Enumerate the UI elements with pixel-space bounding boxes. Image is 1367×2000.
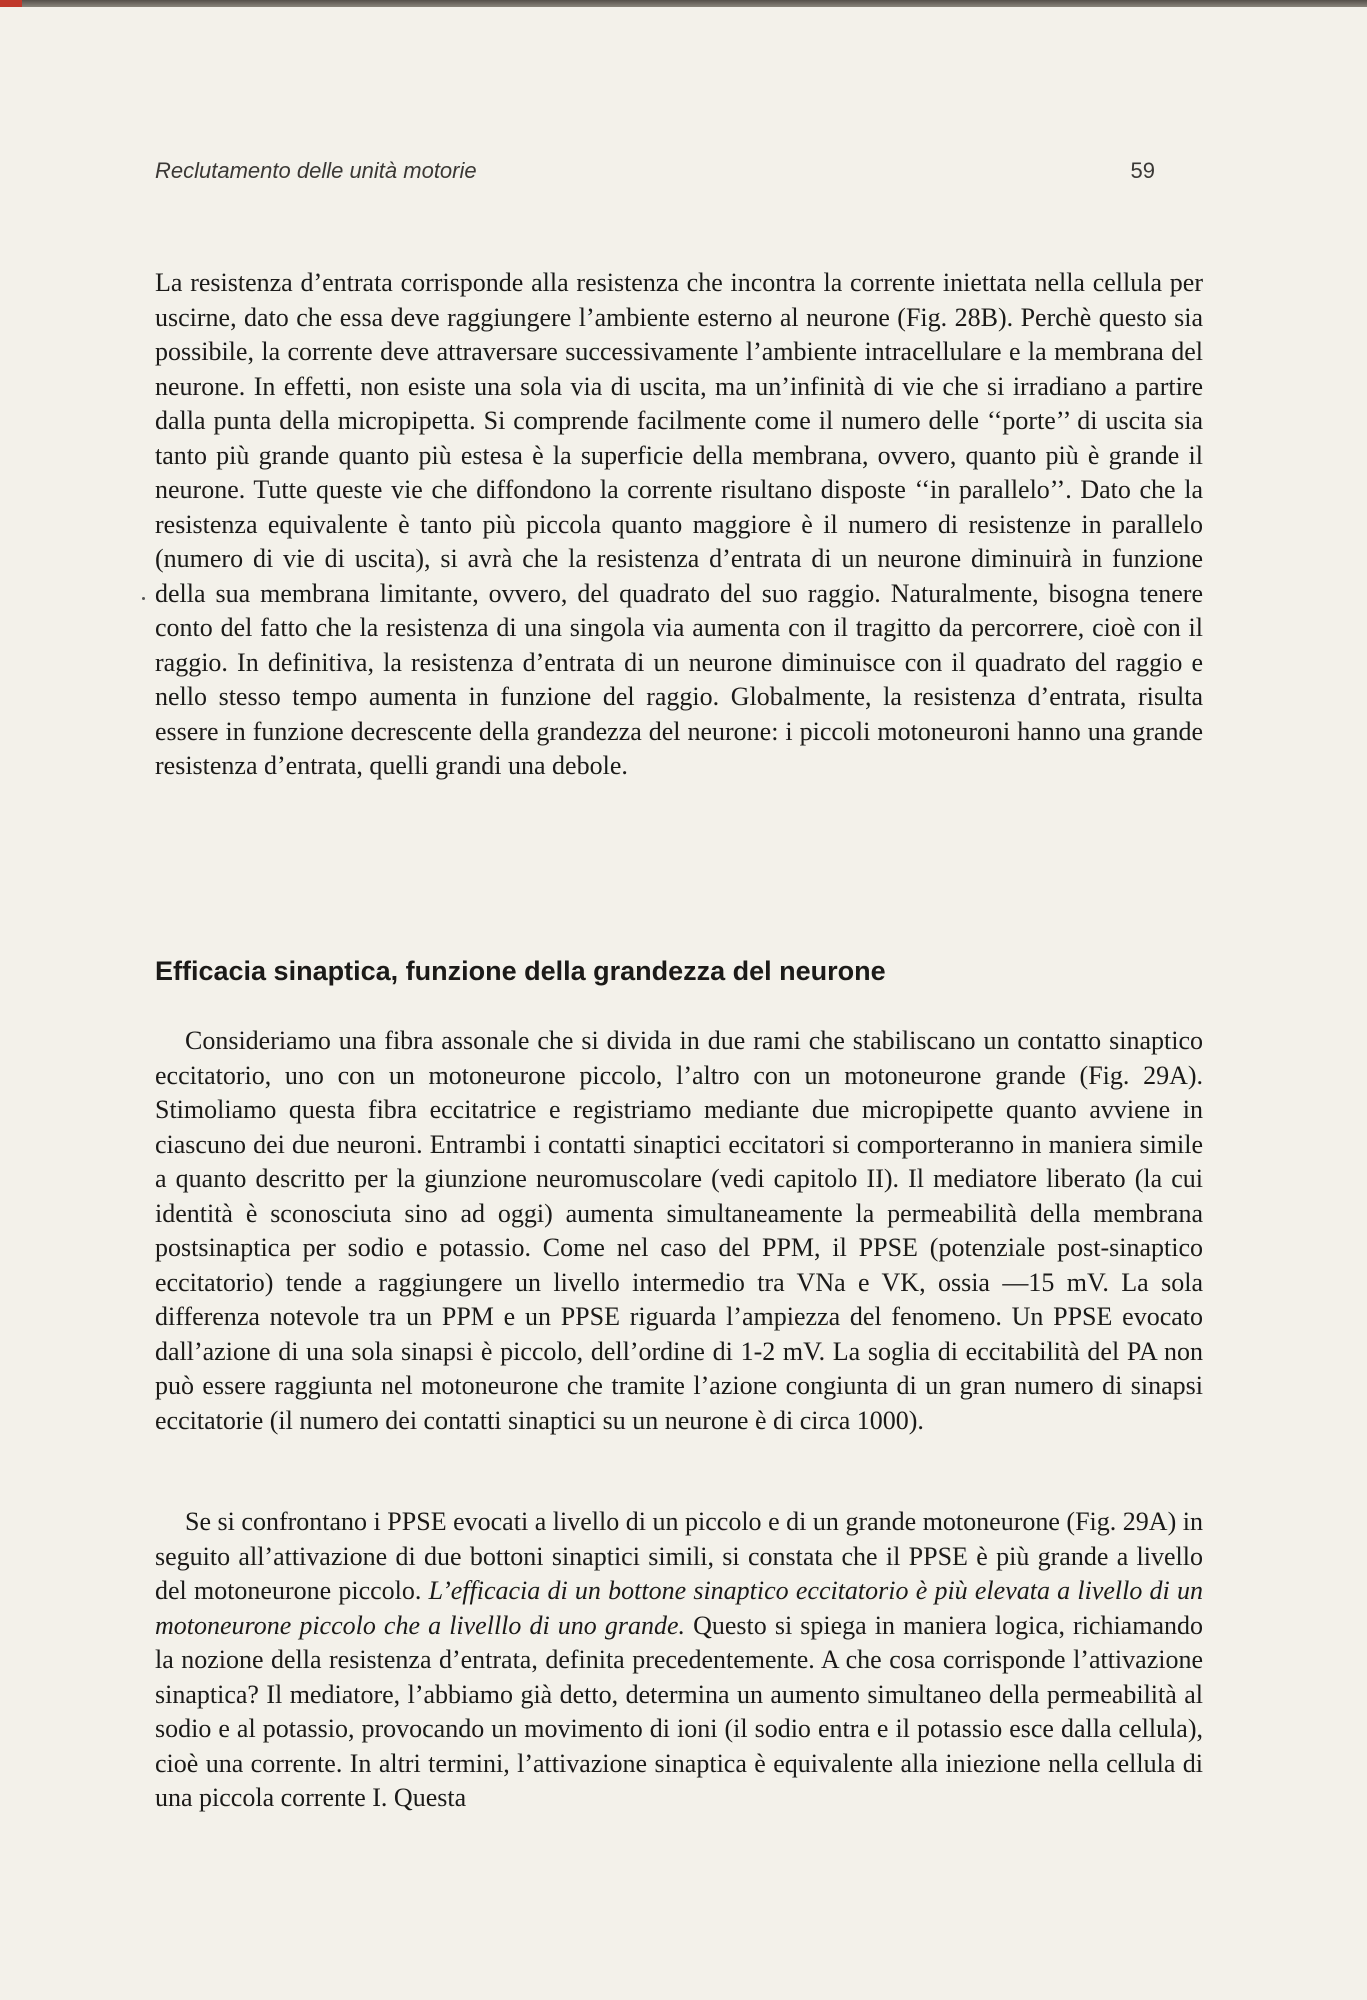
- paragraph-ppse-comparison: [155, 1505, 1203, 1816]
- emphasized-statement: L’efficacia di un bottone sinaptico eccitatorio è più elevata a livello di un motoneurone piccolo che a livelllo di uno grande.: [155, 1576, 1203, 1640]
- paragraph-text: [155, 1505, 1203, 1816]
- running-title: Reclutamento delle unità motorie: [155, 158, 477, 183]
- paragraph-input-resistance: [155, 266, 1203, 784]
- paragraph-synaptic-contact: [155, 1024, 1203, 1438]
- margin-mark: [142, 597, 145, 600]
- running-header: [155, 158, 1205, 188]
- paragraph-text: La resistenza d’entrata corrisponde alla resistenza che incontra la corrente iniettata nella cellula per uscirne, dato che essa deve raggiungere l’ambiente esterno al neurone (Fig. 28B). Perchè questo sia possibile, la corrente deve attraversare successivamente l’ambiente intracellulare e la membrana del neurone. In effetti, non esiste una sola via di uscita, ma un’infinità di vie che si irradiano a partire dalla punta della micropipetta. Si comprende facilmente come il numero delle ‘‘porte’’ di uscita sia tanto più grande quanto più estesa è la superficie della membrana, ovvero, quanto più è grande il neurone. Tutte queste vie che diffondono la corrente risultano disposte ‘‘in parallelo’’. Dato che la resistenza equivalente è tanto più piccola quanto maggiore è il numero di resistenze in parallelo (numero di vie di uscita), si avrà che la resistenza d’entrata di un neurone diminuirà in funzione della sua membrana limitante, ovvero, del quadrato del suo raggio. Naturalmente, bisogna tenere conto del fatto che la resistenza di una singola via aumenta con il tragitto da percorrere, cioè con il raggio. In definitiva, la resistenza d’entrata di un neurone diminuisce con il quadrato del raggio e nello stesso tempo aumenta in funzione del raggio. Globalmente, la resistenza d’entrata, risulta essere in funzione decrescente della grandezza del neurone: i piccoli motoneuroni hanno una grande resistenza d’entrata, quelli grandi una debole.: [155, 268, 1203, 780]
- page-number: 59: [1130, 158, 1155, 183]
- paragraph-text-end: Questo si spiega in maniera logica, richiamando la nozione della resistenza d’entrata, definita precedentemente. A che cosa corrisponde l’attivazione sinaptica? Il mediatore, l’abbiamo già detto, determina un aumento simultaneo della permeabilità al sodio e al potassio, provocando un movimento di ioni (il sodio entra e il potassio esce dalla cellula), cioè una corrente. In altri termini, l’attivazione sinaptica è equivalente alla iniezione nella cellula di una piccola corrente I. Questa: [155, 1610, 1203, 1812]
- paragraph-text-start: Se si confrontano i PPSE evocati a livello di un piccolo e di un grande motoneurone (Fig. 29A) in seguito all’attivazione di due bottoni sinaptici simili, si constata che il PPSE è più grande a livello del motoneurone piccolo.: [155, 1507, 1203, 1605]
- paragraph-text: Consideriamo una fibra assonale che si divida in due rami che stabiliscano un contatto sinaptico eccitatorio, uno con un motoneurone piccolo, l’altro con un motoneurone grande (Fig. 29A). Stimoliamo questa fibra eccitatrice e registriamo mediante due micropipette quanto avviene in ciascuno dei due neuroni. Entrambi i contatti sinaptici eccitatori si comporteranno in maniera simile a quanto descritto per la giunzione neuromuscolare (vedi capitolo II). Il mediatore liberato (la cui identità è sconosciuta sino ad oggi) aumenta simultaneamente la permeabilità della membrana postsinaptica per sodio e potassio. Come nel caso del PPM, il PPSE (potenziale post-sinaptico eccitatorio) tende a raggiungere un livello intermedio tra VNa e VK, ossia —15 mV. La sola differenza notevole tra un PPM e un PPSE riguarda l’ampiezza del fenomeno. Un PPSE evocato dall’azione di una sola sinapsi è piccolo, dell’ordine di 1-2 mV. La soglia di eccitabilità del PA non può essere raggiunta nel motoneurone che tramite l’azione congiunta di un gran numero di sinapsi eccitatorie (il numero dei contatti sinaptici su un neurone è di circa 1000).: [155, 1026, 1203, 1435]
- section-heading: Efficacia sinaptica, funzione della grandezza del neurone: [155, 956, 886, 986]
- page-top-edge: [0, 0, 1367, 7]
